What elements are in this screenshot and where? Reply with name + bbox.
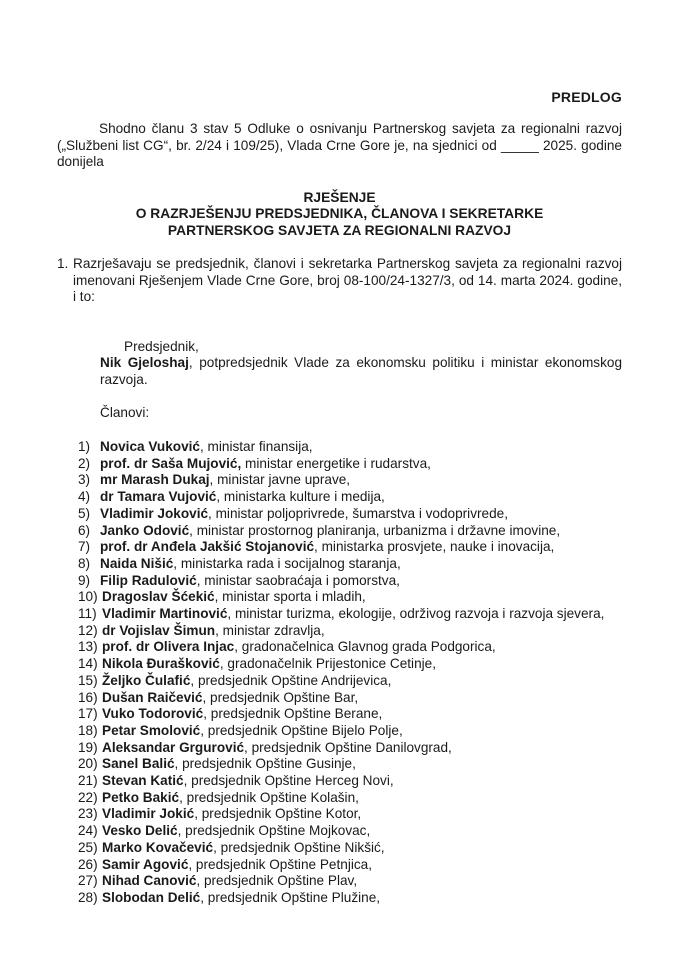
member-role: , ministar turizma, ekologije, održivog razvoja i razvoja sjevera, (227, 606, 605, 622)
president-name: Nik Gjeloshaj (100, 355, 189, 370)
member-item (78, 756, 622, 773)
member-item (78, 573, 622, 590)
member-number: 21) (78, 773, 98, 789)
section-1-number: 1. (57, 256, 69, 271)
document-status-label: PREDLOG (551, 89, 622, 105)
member-item (78, 606, 622, 623)
member-role: , ministarka prosvjete, nauke i inovacija, (314, 539, 555, 555)
member-name: Vesko Delić (102, 823, 178, 839)
member-number: 28) (78, 889, 98, 905)
member-role: , gradonačelnik Prijestonice Cetinje, (219, 656, 436, 672)
member-name: Nihad Canović (102, 873, 197, 889)
member-role: , predsjednik Opštine Herceg Novi, (183, 773, 394, 789)
member-item (78, 506, 622, 523)
member-role: , predsjednik Opštine Mojkovac, (177, 823, 371, 839)
member-name: Janko Odović (100, 522, 190, 538)
member-number: 23) (78, 806, 98, 822)
member-role: , ministar sporta i mladih, (214, 589, 366, 605)
member-item (78, 656, 622, 673)
member-name: prof. dr Saša Mujović, (100, 455, 242, 471)
member-name: mr Marash Dukaj (100, 472, 210, 488)
member-number: 13) (78, 639, 98, 655)
member-number: 10) (78, 589, 98, 605)
member-number: 9) (78, 572, 91, 588)
member-role: , ministar poljoprivrede, šumarstva i vodoprivrede, (208, 505, 508, 521)
member-role: , gradonačelnica Glavnog grada Podgorica, (234, 639, 496, 655)
member-item (78, 873, 622, 890)
member-name: Dušan Raičević (102, 689, 203, 705)
member-item (78, 790, 622, 807)
member-item (78, 773, 622, 790)
member-item (78, 740, 622, 757)
member-name: prof. dr Anđela Jakšić Stojanović (100, 539, 315, 555)
member-number: 1) (78, 439, 91, 454)
member-item (78, 890, 622, 907)
member-name: Aleksandar Grgurović (102, 739, 245, 755)
member-number: 7) (78, 539, 91, 555)
title-line-3: PARTNERSKOG SAVJETA ZA REGIONALNI RAZVOJ (167, 222, 512, 238)
member-item (78, 806, 622, 823)
member-item (78, 840, 622, 857)
member-number: 18) (78, 722, 98, 738)
member-role: , ministar zdravlja, (215, 622, 325, 638)
member-number: 27) (78, 873, 98, 889)
member-role: , predsjednik Opštine Kolašin, (179, 789, 359, 805)
member-role: ministar energetike i rudarstva, (241, 455, 431, 471)
member-role: , predsjednik Opštine Nikšić, (213, 839, 385, 855)
member-number: 20) (78, 756, 98, 772)
member-name: dr Vojislav Šimun (102, 622, 216, 638)
member-item (78, 472, 622, 489)
section-1-text: Razrješavaju se predsjednik, članovi i sekretarka Partnerskog savjeta za regionalni razvoj imenovani Rješenjem Vlade Crne Gore, broj 08-100/24-1327/3, od 14. marta 2024. godine, i to: (73, 256, 622, 305)
member-number: 2) (78, 455, 91, 471)
document-title (57, 190, 622, 239)
member-number: 5) (78, 505, 91, 521)
member-role: , ministar javne uprave, (209, 472, 351, 488)
member-name: Petko Bakić (102, 789, 180, 805)
member-number: 14) (78, 656, 98, 672)
member-name: Željko Čulafić (102, 672, 191, 688)
member-name: Stevan Katić (102, 773, 184, 789)
section-1 (57, 256, 622, 306)
member-role: , ministarka kulture i medija, (216, 489, 385, 505)
members-label: Članovi: (100, 405, 150, 420)
intro-text: Shodno članu 3 stav 5 Odluke o osnivanju Partnerskog savjeta za regionalni razvoj („Službeni list CG“, br. 2/24 i 109/25), Vlada Crne Gore je, na sjednici od _____ 2025. godine donijela (57, 121, 622, 170)
member-name: dr Tamara Vujović (100, 489, 217, 505)
member-number: 24) (78, 823, 98, 839)
member-name: Petar Smolović (102, 722, 201, 738)
member-item (78, 489, 622, 506)
member-name: Vladimir Martinović (102, 606, 228, 622)
member-number: 16) (78, 689, 98, 705)
member-item (78, 539, 622, 556)
member-name: Sanel Balić (102, 756, 175, 772)
member-name: Novica Vuković (100, 439, 200, 454)
member-item (78, 623, 622, 640)
member-number: 15) (78, 672, 98, 688)
member-number: 25) (78, 839, 98, 855)
member-name: Nikola Đurašković (102, 656, 220, 672)
member-item (78, 690, 622, 707)
member-number: 6) (78, 522, 91, 538)
member-number: 17) (78, 706, 98, 722)
member-number: 4) (78, 489, 91, 505)
member-role: , predsjednik Opštine Bar, (202, 689, 359, 705)
member-item (78, 823, 622, 840)
member-role: , ministar finansija, (199, 439, 313, 454)
member-role: , predsjednik Opštine Petnjica, (188, 856, 372, 872)
member-item (78, 456, 622, 473)
title-line-2: O RAZRJEŠENJU PREDSJEDNIKA, ČLANOVA I SEKRETARKE (135, 206, 544, 222)
title-line-1: RJEŠENJE (303, 190, 376, 205)
member-role: , predsjednik Opštine Danilovgrad, (244, 739, 452, 755)
member-name: prof. dr Olivera Injac (102, 639, 235, 655)
president-entry (100, 355, 622, 388)
member-item (78, 523, 622, 540)
president-label: Predsjednik, (124, 339, 199, 354)
member-item (78, 639, 622, 656)
member-item (78, 556, 622, 573)
member-number: 12) (78, 622, 98, 638)
member-item (78, 857, 622, 874)
member-number: 22) (78, 789, 98, 805)
member-name: Vladimir Jokić (102, 806, 195, 822)
member-number: 8) (78, 555, 91, 571)
member-item (78, 589, 622, 606)
member-name: Filip Radulović (100, 572, 197, 588)
member-number: 19) (78, 739, 98, 755)
member-number: 11) (78, 606, 97, 622)
member-name: Dragoslav Šćekić (102, 589, 215, 605)
member-name: Slobodan Delić (102, 889, 201, 905)
member-name: Marko Kovačević (102, 839, 214, 855)
member-role: , ministar saobraćaja i pomorstva, (196, 572, 400, 588)
member-role: , predsjednik Opštine Bijelo Polje, (200, 722, 403, 738)
member-name: Samir Agović (102, 856, 189, 872)
members-list (78, 439, 622, 907)
president-role: , potpredsjednik Vlade za ekonomsku politiku i ministar ekonomskog razvoja. (100, 355, 623, 387)
member-role: , predsjednik Opštine Kotor, (194, 806, 362, 822)
member-role: , predsjednik Opštine Plav, (196, 873, 358, 889)
member-role: , predsjednik Opštine Andrijevica, (190, 672, 392, 688)
member-item (78, 673, 622, 690)
member-name: Vladimir Joković (100, 505, 209, 521)
intro-paragraph (57, 121, 622, 171)
member-role: , ministarka rada i socijalnog staranja, (173, 555, 401, 571)
member-role: , predsjednik Opštine Berane, (203, 706, 383, 722)
member-role: , ministar prostornog planiranja, urbanizma i državne imovine, (189, 522, 561, 538)
member-item (78, 439, 622, 456)
member-role: , predsjednik Opštine Plužine, (200, 889, 381, 905)
member-name: Vuko Todorović (102, 706, 204, 722)
member-item (78, 706, 622, 723)
member-number: 3) (78, 472, 91, 488)
member-number: 26) (78, 856, 98, 872)
member-name: Naida Nišić (100, 555, 174, 571)
member-role: , predsjednik Opštine Gusinje, (174, 756, 356, 772)
member-item (78, 723, 622, 740)
